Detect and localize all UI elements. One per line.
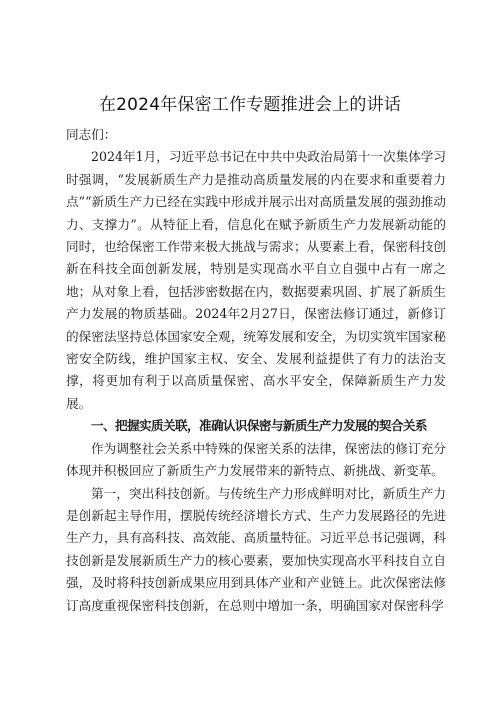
section-heading-1: 一、把握实质关联，准确认识保密与新质生产力发展的契合关系 [91, 418, 427, 434]
document-body [66, 124, 446, 617]
document-title: 在2024年保密工作专题推进会上的讲话 [98, 95, 402, 115]
paragraph-section-1-intro: 作为调整社会关系中特殊的保密关系的法律，保密法的修订充分体现并积极回应了新质生产力发展带来的新特点、新挑战、新变革。 [66, 440, 446, 479]
paragraph-tech-innovation: 第一，突出科技创新。与传统生产力形成鲜明对比，新质生产力是创新起主导作用，摆脱传统经济增长方式、生产力发展路径的先进生产力，具有高科技、高效能、高质量特征。习近平总书记强调，科技创新是发展新质生产力的核心要素，要加快实现高水平科技自立自强，及时将科技创新成果应用到具体产业和产业链上。此次保密法修订高度重视保密科技创新，在总则中增加一条，明确国家对保密科学 [66, 485, 446, 613]
paragraph-intro: 2024年1月，习近平总书记在中共中央政治局第十一次集体学习时强调，“发展新质生产力是推动高质量发展的内在要求和重要着力点”“新质生产力已经在实践中形成并展示出对高质量发展的强劲推动力、支撑力”。从特征上看，信息化在赋予新质生产力发展新动能的同时，也给保密工作带来极大挑战与需求；从要素上看，保密科技创新在科技全面创新发展，特别是实现高水平自立自强中占有一席之地；从对象上看，包括涉密数据在内，数据要素巩固、扩展了新质生产力发展的物质基础。2024年2月27日，保密法修订通过，新修订的保密法坚持总体国家安全观，统筹发展和安全，为切实筑牢国家秘密安全防线，维护国家主权、安全、发展利益提供了有力的法治支撑，将更加有利于以高质量保密、高水平安全，保障新质生产力发展。 [66, 149, 446, 411]
salutation: 同志们： [66, 127, 117, 142]
